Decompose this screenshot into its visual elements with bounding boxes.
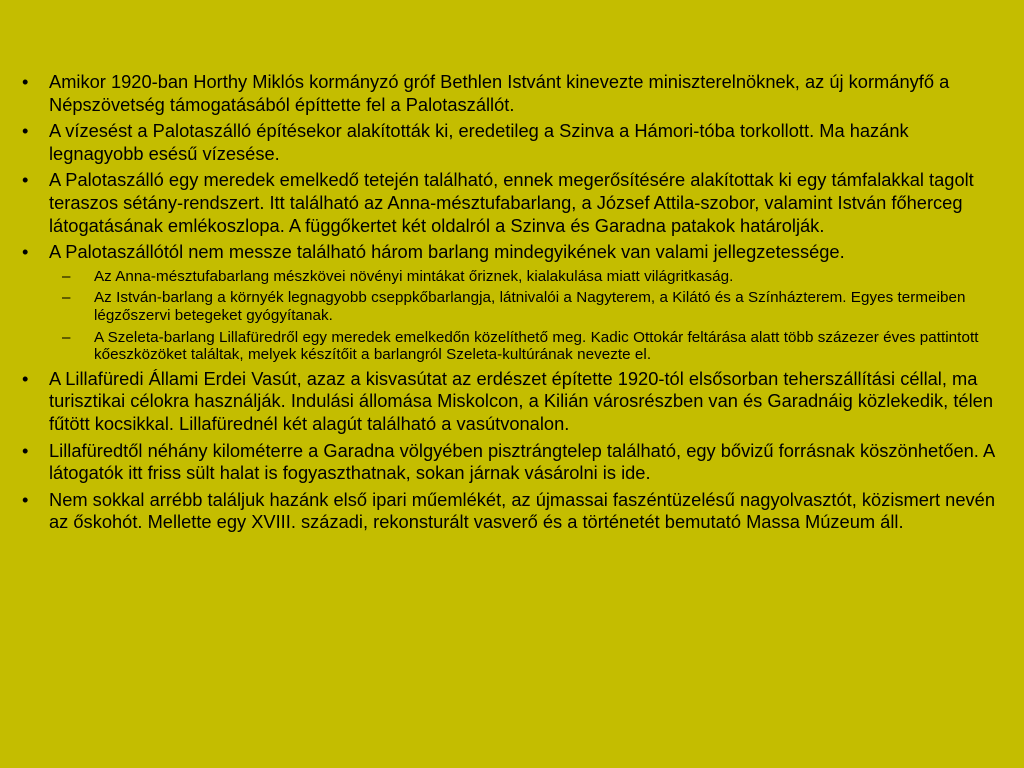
bullet-item-1	[22, 71, 1007, 116]
bullet-item-2	[22, 120, 1007, 165]
bullet-text: A vízesést a Palotaszálló építésekor alakították ki, eredetileg a Szinva a Hámori-tóba torkollott. Ma hazánk legnagyobb esésű vízesése.	[49, 120, 909, 164]
bullet-marker: •	[22, 488, 29, 510]
bullet-text: Nem sokkal arrébb találjuk hazánk első ipari műemlékét, az újmassai faszéntüzelésű nagyolvasztót, közismert nevén az őskohót. Mellette egy XVIII. századi, rekonsturált vasverő és a történetét bemutató Massa Múzeum áll.	[49, 488, 995, 533]
bullet-item-6	[22, 440, 1007, 485]
sub-marker: –	[62, 267, 71, 285]
bullet-list	[22, 71, 1007, 538]
sub-text: Az Anna-mésztufabarlang mészkövei növényi mintákat őriznek, kialakulása miatt világritkaság.	[94, 267, 734, 285]
sub-marker: –	[62, 289, 71, 307]
sub-marker: –	[62, 328, 71, 346]
bullet-text: A Lillafüredi Állami Erdei Vasút, azaz a kisvasútat az erdészet építette 1920-tól elsősorban teherszállítási céllal, ma turisztikai célokra használják. Indulási állomása Miskolcon, a Kilián városrészben van és Garadnáig közlekedik, télen fűtött kocsikkal. Lillafürednél két alagút található a vasútvonalon.	[49, 367, 993, 434]
bullet-marker: •	[22, 120, 29, 142]
bullet-text: A Palotaszállótól nem messze található három barlang mindegyikének van valami jellegzetessége.	[49, 241, 845, 263]
bullet-marker: •	[22, 439, 29, 461]
bullet-item-7	[22, 489, 1007, 534]
bullet-marker: •	[22, 367, 29, 389]
bullet-marker: •	[22, 241, 29, 263]
bullet-text: Lillafüredtől néhány kilométerre a Garadna völgyében pisztrángtelep található, egy bővizű forrásnak köszönhetően. A látogatók itt friss sült halat is fogyaszthatnak, sokan járnak vásárolni is ide.	[49, 439, 995, 484]
bullet-marker: •	[22, 169, 29, 191]
sub-text: A Szeleta-barlang Lillafüredről egy meredek emelkedőn közelíthető meg. Kadic Ottokár feltárása alatt több százezer éves pattintott kőeszközöket találtak, melyek készítőit a barlangról Szeleta-kultúrának nevezte el.	[94, 328, 979, 364]
bullet-item-3	[22, 169, 1007, 237]
bullet-item-4	[22, 241, 1007, 264]
bullet-text: Amikor 1920-ban Horthy Miklós kormányzó gróf Bethlen Istvánt kinevezte miniszterelnöknek, az új kormányfő a Népszövetség támogatásából építtette fel a Palotaszállót.	[49, 71, 950, 115]
sub-item-2	[22, 289, 1007, 324]
bullet-marker: •	[22, 71, 29, 92]
bullet-text: A Palotaszálló egy meredek emelkedő tetején található, ennek megerősítésére alakítottak ki egy támfalakkal tagolt teraszos sétány-rendszert. Itt található az Anna-mésztufabarlang, a József Attila-szobor, valamint István főherceg látogatásának emlékoszlopa. A függőkertet két oldalról a Szinva és Garadna patakok határolják.	[49, 169, 974, 236]
sub-item-1	[22, 268, 1007, 286]
bullet-item-5	[22, 368, 1007, 436]
sub-text: Az István-barlang a környék legnagyobb cseppkőbarlangja, látnivalói a Nagyterem, a Kilátó és a Színházterem. Egyes termeiben légzőszervi betegeket gyógyítanak.	[94, 289, 966, 324]
sub-item-3	[22, 329, 1007, 364]
